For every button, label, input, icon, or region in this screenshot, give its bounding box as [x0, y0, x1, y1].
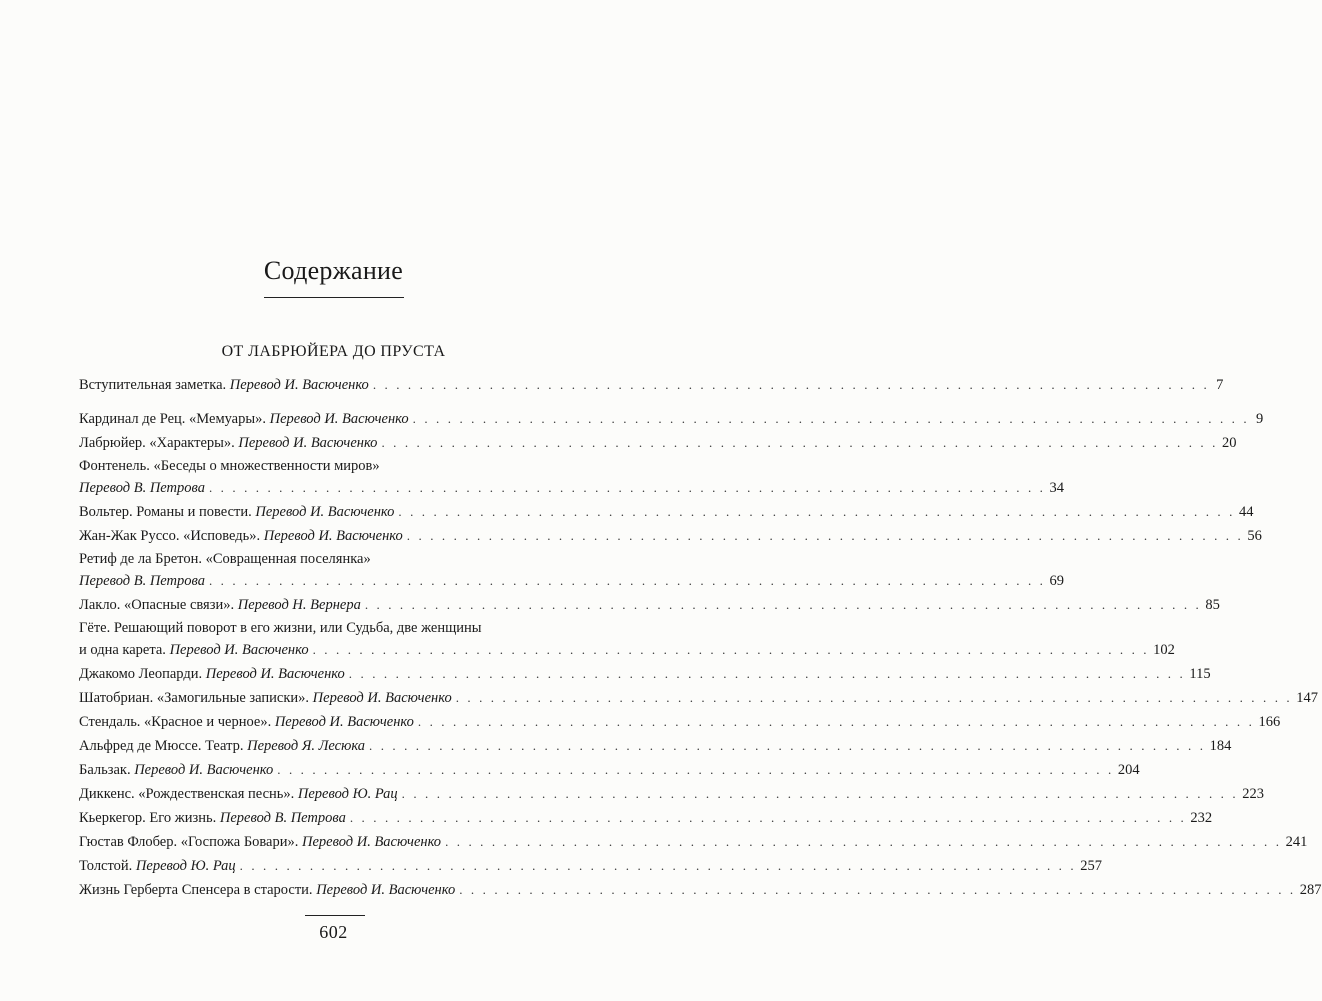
dot-leader: . . . . . . . . . . . . . . . . . . . . . . . . . . . . . . . . . . . . . . . . . . . . . . . . . . . . . . . . . . . . . . . . . . . . . . . .: [445, 834, 1282, 849]
toc-entry: [79, 618, 1175, 661]
dot-leader: . . . . . . . . . . . . . . . . . . . . . . . . . . . . . . . . . . . . . . . . . . . . . . . . . . . . . . . . . . . . . . . . . . . . . . . .: [406, 528, 1244, 543]
toc-entry: [79, 432, 1237, 454]
toc-entry-title: Жизнь Герберта Спенсера в старости.: [79, 882, 313, 898]
toc-entry-translator: Перевод И. Васюченко: [316, 882, 456, 898]
toc-entry-page: 44: [1238, 504, 1254, 520]
toc-entry: [79, 374, 1224, 396]
toc-entry-page: 85: [1205, 597, 1220, 613]
toc-entry-page: 287: [1299, 882, 1322, 898]
toc-entry-page: 223: [1242, 786, 1264, 802]
toc-entry-translator: Перевод Ю. Рац: [297, 786, 398, 802]
toc-entry-translator: Перевод Я. Лесюка: [247, 738, 365, 754]
toc-entry-page: 34: [1049, 480, 1065, 496]
toc-entry-title: Вступительная заметка.: [79, 377, 227, 393]
toc-entry-title: и одна карета.: [79, 642, 166, 658]
toc-entry-line: [79, 639, 1175, 661]
dot-leader: . . . . . . . . . . . . . . . . . . . . . . . . . . . . . . . . . . . . . . . . . . . . . . . . . . . . . . . . . . . . . . . . . . . . . . . .: [364, 597, 1202, 612]
toc-entry-line: [79, 807, 1213, 829]
toc-entry-line: [79, 525, 1262, 547]
toc-entry-line: [79, 831, 1308, 853]
toc-entry-line: [79, 374, 1224, 396]
dot-leader: . . . . . . . . . . . . . . . . . . . . . . . . . . . . . . . . . . . . . . . . . . . . . . . . . . . . . . . . . . . . . . . . . . . . . . . .: [208, 480, 1046, 495]
toc-entry-line: [79, 687, 1319, 709]
toc-entry-page: 147: [1296, 690, 1319, 706]
toc-entry-title: Гюстав Флобер. «Госпожа Бовари».: [79, 834, 299, 850]
toc-entry-page: 7: [1216, 377, 1224, 393]
toc-entry-translator: Перевод И. Васюченко: [312, 690, 452, 706]
toc-entry-page: 102: [1153, 642, 1175, 658]
toc-entry-line: [79, 477, 1065, 499]
toc-entry-translator: Перевод В. Петрова: [219, 810, 346, 826]
dot-leader: . . . . . . . . . . . . . . . . . . . . . . . . . . . . . . . . . . . . . . . . . . . . . . . . . . . . . . . . . . . . . . . . . . . . . . . .: [417, 714, 1255, 729]
dot-leader: . . . . . . . . . . . . . . . . . . . . . . . . . . . . . . . . . . . . . . . . . . . . . . . . . . . . . . . . . . . . . . . . . . . . . . . .: [239, 858, 1077, 873]
toc-entry-title-line: Ретиф де ла Бретон. «Совращенная поселянка»: [79, 551, 371, 567]
toc-entry: [79, 759, 1140, 781]
toc-entry: [79, 879, 1322, 901]
toc-entry-line: [79, 855, 1102, 877]
toc-entry-title: Вольтер. Романы и повести.: [79, 504, 252, 520]
toc-entry-translator: Перевод И. Васюченко: [205, 666, 345, 682]
toc-entry: [79, 783, 1264, 805]
toc-entry: [79, 594, 1220, 616]
section-heading: ОТ ЛАБРЮЙЕРА ДО ПРУСТА: [221, 343, 446, 360]
toc-entry-line: [79, 594, 1220, 616]
toc-entry-line: [79, 783, 1264, 805]
toc-entry-title: Жан-Жак Руссо. «Исповедь».: [79, 528, 261, 544]
toc-entry-title: Кьеркегор. Его жизнь.: [79, 810, 217, 826]
toc-entry: [79, 735, 1232, 757]
toc-entry: [79, 663, 1211, 685]
toc-entry-line: [79, 735, 1232, 757]
toc-entry-line: [79, 711, 1281, 733]
toc-entry: [79, 408, 1264, 430]
folio-rule: [305, 915, 365, 916]
dot-leader: . . . . . . . . . . . . . . . . . . . . . . . . . . . . . . . . . . . . . . . . . . . . . . . . . . . . . . . . . . . . . . . . . . . . . . . .: [277, 762, 1114, 777]
dot-leader: . . . . . . . . . . . . . . . . . . . . . . . . . . . . . . . . . . . . . . . . . . . . . . . . . . . . . . . . . . . . . . . . . . . . . . . .: [369, 738, 1206, 753]
page-number: 602: [319, 922, 348, 942]
toc-entry-translator: Перевод И. Васюченко: [263, 528, 403, 544]
toc-entry-page: 56: [1247, 528, 1262, 544]
toc-entry-title: Джакомо Леопарди.: [79, 666, 203, 682]
toc-entry: [79, 711, 1281, 733]
toc-entry-title: Альфред де Мюссе. Театр.: [79, 738, 244, 754]
toc-entry: [79, 831, 1308, 853]
toc-entry-page: 9: [1255, 411, 1264, 427]
dot-leader: . . . . . . . . . . . . . . . . . . . . . . . . . . . . . . . . . . . . . . . . . . . . . . . . . . . . . . . . . . . . . . . . . . . . . . . .: [372, 377, 1210, 392]
toc-entry-translator: Перевод И. Васюченко: [302, 834, 442, 850]
toc-entry-title: Бальзак.: [79, 762, 131, 778]
toc-entry-translator: Перевод Ю. Рац: [135, 858, 236, 874]
toc-entry-title: Лабрюйер. «Характеры».: [79, 435, 235, 451]
toc-entry: [79, 525, 1262, 547]
dot-leader: . . . . . . . . . . . . . . . . . . . . . . . . . . . . . . . . . . . . . . . . . . . . . . . . . . . . . . . . . . . . . . . . . . . . . . . .: [381, 435, 1218, 450]
toc-entry-line: [79, 408, 1264, 430]
toc-entry-line: [79, 570, 1065, 592]
dot-leader: . . . . . . . . . . . . . . . . . . . . . . . . . . . . . . . . . . . . . . . . . . . . . . . . . . . . . . . . . . . . . . . . . . . . . . . .: [312, 642, 1150, 657]
toc-entry: [79, 855, 1102, 877]
toc-entry-translator: Перевод И. Васюченко: [169, 642, 309, 658]
toc-entry: [79, 807, 1213, 829]
title-rule: [264, 297, 404, 298]
page-title: Содержание: [263, 256, 404, 285]
dot-leader: . . . . . . . . . . . . . . . . . . . . . . . . . . . . . . . . . . . . . . . . . . . . . . . . . . . . . . . . . . . . . . . . . . . . . . . .: [459, 882, 1296, 897]
toc-entry-line: [79, 501, 1254, 523]
toc-entry-page: 166: [1258, 714, 1281, 730]
toc-entry-title: Кардинал де Рец. «Мемуары».: [79, 411, 266, 427]
dot-leader: . . . . . . . . . . . . . . . . . . . . . . . . . . . . . . . . . . . . . . . . . . . . . . . . . . . . . . . . . . . . . . . . . . . . . . . .: [208, 573, 1046, 588]
toc-entry-translator: Перевод И. Васюченко: [255, 504, 395, 520]
toc-entry-translator: Перевод И. Васюченко: [269, 411, 409, 427]
toc-entry-line: [79, 663, 1211, 685]
toc-entry-line: [79, 879, 1322, 901]
toc-entry-line: [79, 432, 1237, 454]
dot-leader: . . . . . . . . . . . . . . . . . . . . . . . . . . . . . . . . . . . . . . . . . . . . . . . . . . . . . . . . . . . . . . . . . . . . . . . .: [455, 690, 1293, 705]
toc-entry-page: 232: [1190, 810, 1213, 826]
toc-entry-line: [79, 759, 1140, 781]
toc-entry-page: 20: [1222, 435, 1237, 451]
toc-entry-translator: Перевод И. Васюченко: [274, 714, 414, 730]
toc-entry: [79, 456, 1065, 499]
toc-entry-translator: Перевод И. Васюченко: [229, 377, 369, 393]
dot-leader: . . . . . . . . . . . . . . . . . . . . . . . . . . . . . . . . . . . . . . . . . . . . . . . . . . . . . . . . . . . . . . . . . . . . . . . .: [349, 810, 1187, 825]
toc-entry-title-line: Фонтенель. «Беседы о множественности миров»: [79, 458, 380, 474]
toc-entry: [79, 549, 1065, 592]
dot-leader: . . . . . . . . . . . . . . . . . . . . . . . . . . . . . . . . . . . . . . . . . . . . . . . . . . . . . . . . . . . . . . . . . . . . . . . .: [412, 411, 1250, 426]
toc-entry-title: Диккенс. «Рождественская песнь».: [79, 786, 295, 802]
toc-entry-translator: Перевод Н. Вернера: [237, 597, 361, 613]
dot-leader: . . . . . . . . . . . . . . . . . . . . . . . . . . . . . . . . . . . . . . . . . . . . . . . . . . . . . . . . . . . . . . . . . . . . . . . .: [398, 504, 1235, 519]
toc-entry-page: 115: [1189, 666, 1211, 682]
toc-entry-translator: Перевод И. Васюченко: [238, 435, 378, 451]
toc-entry-page: 241: [1285, 834, 1308, 850]
toc-entry: [79, 687, 1319, 709]
toc-entry-title: Стендаль. «Красное и черное».: [79, 714, 272, 730]
toc-entry-title: Шатобриан. «Замогильные записки».: [79, 690, 310, 706]
toc-entry-page: 204: [1117, 762, 1140, 778]
toc-entry-translator: Перевод В. Петрова: [79, 573, 205, 589]
dot-leader: . . . . . . . . . . . . . . . . . . . . . . . . . . . . . . . . . . . . . . . . . . . . . . . . . . . . . . . . . . . . . . . . . . . . . . . .: [401, 786, 1239, 801]
toc-entry-page: 69: [1049, 573, 1065, 589]
toc-entry-title: Толстой.: [79, 858, 133, 874]
toc-entry-page: 257: [1080, 858, 1102, 874]
table-of-contents: [79, 372, 1322, 901]
toc-entry-title: Лакло. «Опасные связи».: [79, 597, 235, 613]
toc-entry-page: 184: [1209, 738, 1232, 754]
toc-entry-title-line: Гёте. Решающий поворот в его жизни, или Судьба, две женщины: [79, 620, 482, 636]
toc-entry: [79, 501, 1254, 523]
toc-entry-translator: Перевод И. Васюченко: [134, 762, 274, 778]
dot-leader: . . . . . . . . . . . . . . . . . . . . . . . . . . . . . . . . . . . . . . . . . . . . . . . . . . . . . . . . . . . . . . . . . . . . . . . .: [348, 666, 1186, 681]
toc-entry-translator: Перевод В. Петрова: [79, 480, 205, 496]
